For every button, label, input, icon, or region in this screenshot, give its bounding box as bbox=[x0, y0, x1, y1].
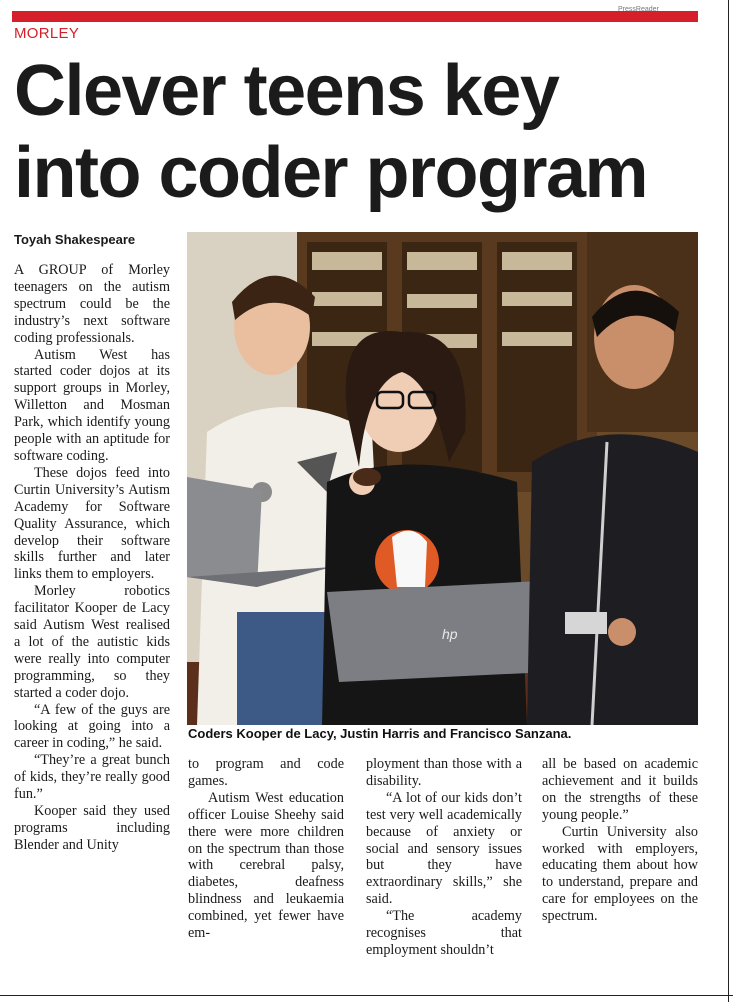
body-column-4 bbox=[542, 756, 698, 925]
paragraph: Kooper said they used programs including Blender and Unity bbox=[14, 803, 170, 853]
paragraph: A GROUP of Morley teenagers on the autism spectrum could be the industry’s next software coding professionals. bbox=[14, 262, 170, 346]
paragraph: “A few of the guys are looking at going into a career in coding,” he said. bbox=[14, 701, 170, 752]
paragraph: These dojos feed into Curtin University’s Autism Academy for Software Quality Assurance, which develop their software skills further and later links them to employers. bbox=[14, 464, 170, 583]
headline-line-1: Clever teens key bbox=[14, 51, 559, 131]
page-border-right bbox=[728, 0, 729, 1002]
paragraph: ployment than those with a disability. bbox=[366, 756, 522, 789]
article-photo bbox=[187, 232, 698, 725]
photo-caption: Coders Kooper de Lacy, Justin Harris and Francisco Sanzana. bbox=[188, 726, 572, 741]
source-watermark: PressReader bbox=[618, 6, 659, 13]
section-color-bar bbox=[12, 11, 698, 22]
section-label: MORLEY bbox=[14, 25, 80, 42]
laptop-logo: hp bbox=[442, 626, 458, 642]
paragraph: “They’re a great bunch of kids, they’re really good fun.” bbox=[14, 752, 170, 803]
paragraph: all be based on academic achievement and it builds on the strengths of these young people.” bbox=[542, 756, 698, 823]
body-column-1 bbox=[14, 262, 170, 854]
headline bbox=[14, 50, 714, 214]
body-column-2 bbox=[188, 756, 344, 942]
paragraph: Autism West education officer Louise Sheehy said there were more children on the spectrum than those with cerebral palsy, diabetes, deafness blindness and leukaemia combined, yet fewer have em- bbox=[188, 789, 344, 942]
body-column-3 bbox=[366, 756, 522, 959]
paragraph: Autism West has started coder dojos at its support groups in Morley, Willetton and Mosman Park, which identify young people with an aptitude for software coding. bbox=[14, 346, 170, 464]
paragraph: “The academy recognises that employment shouldn’t bbox=[366, 908, 522, 958]
headline-line-2: into coder program bbox=[14, 133, 648, 213]
photo-illustration bbox=[187, 232, 698, 725]
paragraph: Morley robotics facilitator Kooper de Lacy said Autism West realised a lot of the autistic kids were really into computer programming, so they started a coder dojo. bbox=[14, 583, 170, 701]
page-border-bottom bbox=[0, 995, 733, 996]
paragraph: “A lot of our kids don’t test very well academically because of anxiety or social and sensory issues but they have extraordinary skills,” she said. bbox=[366, 789, 522, 908]
byline: Toyah Shakespeare bbox=[14, 232, 136, 247]
paragraph: to program and code games. bbox=[188, 756, 344, 789]
paragraph: Curtin University also worked with employers, educating them about how to understand, prepare and care for employees on the spectrum. bbox=[542, 823, 698, 925]
